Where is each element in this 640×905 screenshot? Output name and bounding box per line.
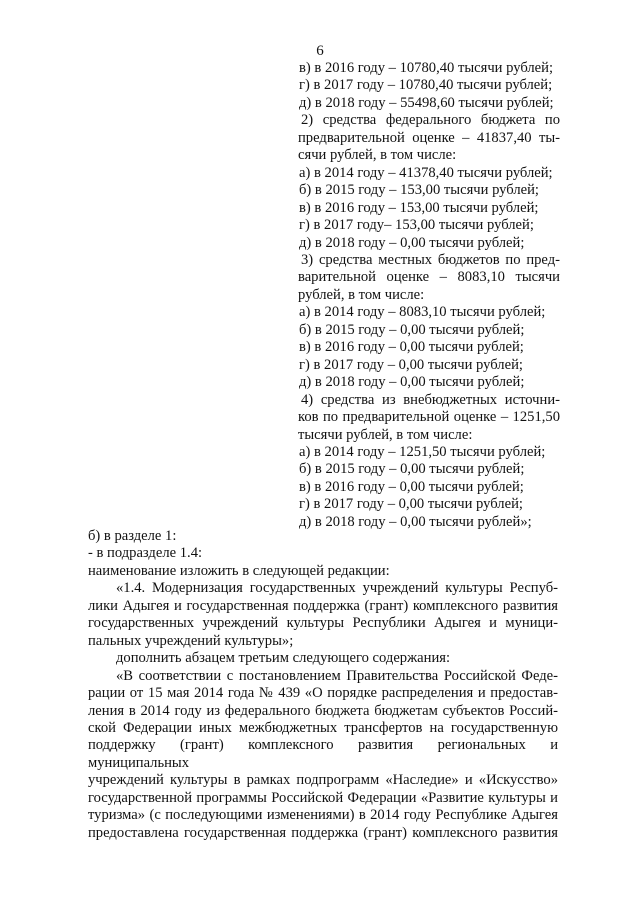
funding-line: г) в 2017 году – 10780,40 тысячи рублей; xyxy=(299,77,553,94)
page-number: 6 xyxy=(316,43,324,59)
extrabudgetary-heading: тысячи рублей, в том числе: xyxy=(298,426,473,443)
quote-paragraph-line: поддержку (грант) комплексного развития региональных и муниципальных xyxy=(88,737,558,771)
extrabudgetary-item: г) в 2017 году – 0,00 тысячи рублей; xyxy=(299,496,523,513)
local-budget-item: д) в 2018 году – 0,00 тысячи рублей; xyxy=(299,374,525,391)
extrabudgetary-item: в) в 2016 году – 0,00 тысячи рублей; xyxy=(299,478,524,495)
federal-budget-heading: сячи рублей, в том числе: xyxy=(298,147,457,164)
instruction-line: наименование изложить в следующей редакции: xyxy=(88,562,390,579)
federal-budget-heading: предварительной оценке – 41837,40 ты- xyxy=(298,129,560,146)
federal-budget-item: б) в 2015 году – 153,00 тысячи рублей; xyxy=(299,182,539,199)
quote-paragraph-line: учреждений культуры в рамках подпрограмм «Наследие» и «Искусство» xyxy=(88,772,558,789)
federal-budget-heading: 2) средства федерального бюджета по xyxy=(301,112,560,129)
local-budget-heading: варительной оценке – 8083,10 тысячи xyxy=(298,269,560,286)
extrabudgetary-heading: 4) средства из внебюджетных источни- xyxy=(301,391,560,408)
funding-line: д) в 2018 году – 55498,60 тысячи рублей; xyxy=(299,94,554,111)
local-budget-item: а) в 2014 году – 8083,10 тысячи рублей; xyxy=(299,304,546,321)
quote-paragraph-line: предоставлена государственная поддержка (грант) комплексного развития xyxy=(88,824,558,841)
local-budget-heading: 3) средства местных бюджетов по пред- xyxy=(301,251,560,268)
funding-column xyxy=(298,60,560,531)
extrabudgetary-heading: ков по предварительной оценке – 1251,50 xyxy=(298,409,560,426)
extrabudgetary-item: а) в 2014 году – 1251,50 тысячи рублей; xyxy=(299,443,546,460)
local-budget-item: в) в 2016 году – 0,00 тысячи рублей; xyxy=(299,339,524,356)
quote-title-line: «1.4. Модернизация государственных учреждений культуры Респуб- xyxy=(116,580,558,597)
federal-budget-item: г) в 2017 году– 153,00 тысячи рублей; xyxy=(299,217,534,234)
quote-paragraph-line: ской Федерации иных межбюджетных трансфертов на государственную xyxy=(88,719,558,736)
body-text xyxy=(88,528,558,842)
federal-budget-item: а) в 2014 году – 41378,40 тысячи рублей; xyxy=(299,164,553,181)
quote-paragraph-line: государственной программы Российской Федерации «Развитие культуры и xyxy=(88,789,558,806)
quote-title-line: пальных учреждений культуры»; xyxy=(88,632,294,649)
local-budget-item: г) в 2017 году – 0,00 тысячи рублей; xyxy=(299,356,523,373)
subsection-reference: - в подразделе 1.4: xyxy=(88,545,203,562)
funding-line: в) в 2016 году – 10780,40 тысячи рублей; xyxy=(299,60,554,76)
federal-budget-item: д) в 2018 году – 0,00 тысячи рублей; xyxy=(299,234,525,251)
quote-title-line: государственных учреждений культуры Республики Адыгея и муници- xyxy=(88,615,558,632)
quote-paragraph-line: туризма» (с последующими изменениями) в 2014 году Республике Адыгея xyxy=(88,807,558,824)
instruction-line: дополнить абзацем третьим следующего содержания: xyxy=(116,650,451,667)
quote-title-line: лики Адыгея и государственная поддержка (грант) комплексного развития xyxy=(88,597,558,614)
extrabudgetary-item: б) в 2015 году – 0,00 тысячи рублей; xyxy=(299,461,525,478)
quote-paragraph-line: рации от 15 мая 2014 года № 439 «О порядке распределения и предостав- xyxy=(88,685,558,702)
quote-paragraph-line: ления в 2014 году из федерального бюджета бюджетам субъектов Россий- xyxy=(88,702,558,719)
local-budget-item: б) в 2015 году – 0,00 тысячи рублей; xyxy=(299,321,525,338)
local-budget-heading: рублей, в том числе: xyxy=(298,286,425,303)
federal-budget-item: в) в 2016 году – 153,00 тысячи рублей; xyxy=(299,199,539,216)
extrabudgetary-item: д) в 2018 году – 0,00 тысячи рублей»; xyxy=(299,513,532,530)
quote-paragraph-line: «В соответствии с постановлением Правительства Российской Феде- xyxy=(116,667,558,684)
section-reference: б) в разделе 1: xyxy=(88,528,177,544)
